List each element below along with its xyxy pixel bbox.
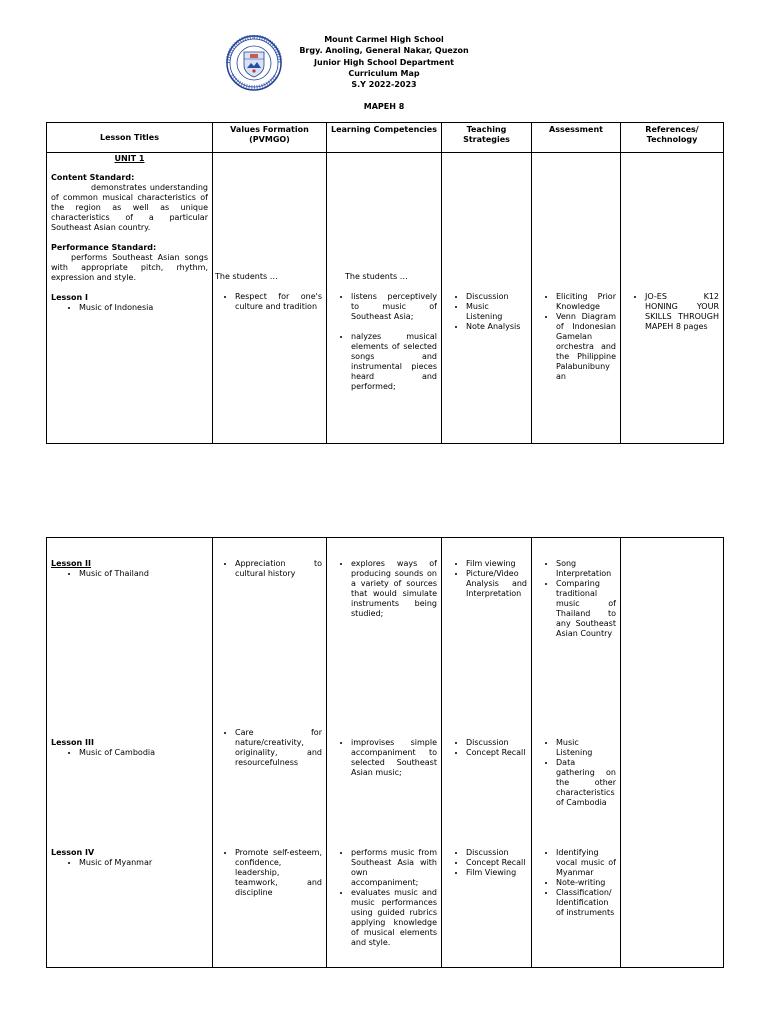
students-intro: The students …	[345, 272, 408, 281]
competency-item: • evaluates music and music performances using guided rubrics applying knowledge of musical elements and style.	[351, 888, 437, 948]
assessment-item: • Note-writing	[556, 878, 616, 888]
lesson-topic: • Music of Myanmar	[79, 858, 208, 868]
document-header	[0, 34, 768, 90]
strategy-item: • Film viewing	[466, 559, 527, 569]
department-name: Junior High School Department	[314, 57, 454, 67]
lesson-label: Lesson IV	[51, 848, 95, 857]
assessment-item: • Classification/ Identification of instruments	[556, 888, 616, 918]
value-item: • Respect for one's culture and tradition	[235, 292, 322, 312]
competency-item: • improvises simple accompaniment to selected Southeast Asian music;	[351, 738, 437, 778]
col-header-learning-competencies: Learning Competencies	[327, 123, 442, 153]
assessment-item: • Eliciting Prior Knowledge	[556, 292, 616, 312]
strategy-item: • Concept Recall	[466, 748, 527, 758]
performance-standard-text: performs Southeast Asian songs with appropriate pitch, rhythm, expression and style.	[51, 253, 208, 282]
strategy-item: • Music Listening	[466, 302, 527, 322]
strategy-item: • Picture/Video Analysis and Interpretation	[466, 569, 527, 599]
students-intro: The students …	[215, 272, 278, 281]
col-header-references: References/ Technology	[621, 123, 724, 153]
lesson-titles-cell	[47, 538, 213, 968]
competencies-cell	[327, 153, 442, 444]
assessment-cell	[532, 538, 621, 968]
values-cell	[213, 538, 327, 968]
lesson-topic: • Music of Cambodia	[79, 748, 208, 758]
assessment-item: • Identifying vocal music of Myanmar	[556, 848, 616, 878]
school-year: S.Y 2022-2023	[351, 80, 417, 90]
values-cell	[213, 153, 327, 444]
lesson-label: Lesson II	[51, 559, 91, 568]
strategy-item: • Note Analysis	[466, 322, 527, 332]
strategies-cell	[442, 153, 532, 444]
subject-title: MAPEH 8	[363, 102, 405, 111]
strategy-item: • Discussion	[466, 738, 527, 748]
value-item: • Care for nature/creativity, originality, and resourcefulness	[235, 728, 322, 768]
col-header-lesson-titles: Lesson Titles	[47, 123, 213, 153]
references-cell	[621, 153, 724, 444]
strategy-item: • Discussion	[466, 292, 527, 302]
lesson-topic: • Music of Thailand	[79, 569, 208, 579]
value-item: • Appreciation to cultural history	[235, 559, 322, 579]
competencies-cell	[327, 538, 442, 968]
strategies-cell	[442, 538, 532, 968]
assessment-item: • Venn Diagram of Indonesian Gamelan orchestra and the Philippine Palabunibuny an	[556, 312, 616, 382]
col-header-assessment: Assessment	[532, 123, 621, 153]
lesson-label: Lesson III	[51, 738, 94, 747]
strategy-item: • Concept Recall	[466, 858, 527, 868]
unit-title: UNIT 1	[114, 154, 145, 163]
assessment-item: • Song Interpretation	[556, 559, 616, 579]
assessment-item: • Data gathering on the other characteristics of Cambodia	[556, 758, 616, 808]
col-header-teaching-strategies: Teaching Strategies	[442, 123, 532, 153]
references-cell	[621, 538, 724, 968]
competency-item: • nalyzes musical elements of selected songs and instrumental pieces heard and performed;	[351, 332, 437, 392]
assessment-cell	[532, 153, 621, 444]
competency-item: • explores ways of producing sounds on a variety of sources that would simulate instruments being studied;	[351, 559, 437, 619]
competency-item: • listens perceptively to music of Southeast Asia;	[351, 292, 437, 322]
col-header-values-formation: Values Formation (PVMGO)	[213, 123, 327, 153]
lesson-topic: • Music of Indonesia	[79, 303, 208, 313]
strategy-item: • Film Viewing	[466, 868, 527, 878]
document-title: Curriculum Map	[348, 68, 420, 78]
competency-item: • performs music from Southeast Asia with own accompaniment;	[351, 848, 437, 888]
curriculum-table-page-1	[46, 122, 724, 444]
school-name: Mount Carmel High School	[324, 35, 444, 44]
lesson-label: Lesson I	[51, 293, 88, 302]
lesson-titles-cell	[47, 153, 213, 444]
reference-item: • JO-ES K12 HONING YOUR SKILLS THROUGH MAPEH 8 pages	[645, 292, 719, 332]
strategy-item: • Discussion	[466, 848, 527, 858]
school-address: Brgy. Anoling, General Nakar, Quezon	[299, 46, 469, 56]
assessment-item: • Comparing traditional music of Thailand to any Southeast Asian Country	[556, 579, 616, 639]
value-item: • Promote self-esteem, confidence, leadership, teamwork, and discipline	[235, 848, 322, 898]
performance-standard-label: Performance Standard:	[51, 243, 157, 252]
assessment-item: • Music Listening	[556, 738, 616, 758]
content-standard-text: demonstrates understanding of common musical characteristics of the region as well as unique characteristics of a particular Southeast Asian country.	[51, 183, 208, 232]
curriculum-table-page-2	[46, 537, 724, 968]
content-standard-label: Content Standard:	[51, 173, 135, 182]
